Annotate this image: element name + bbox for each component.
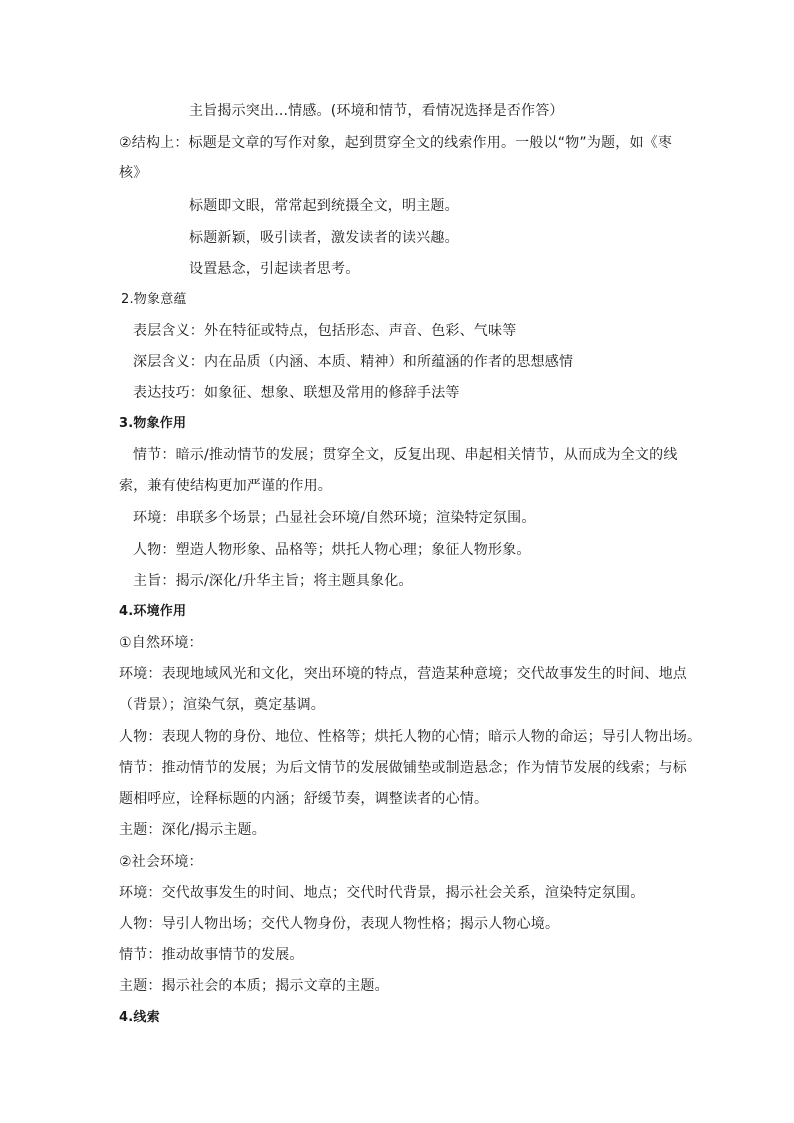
title-effect-2: 标题新颖，吸引读者，激发读者的读兴趣。	[189, 230, 459, 246]
natural-env-plot-line-cont: 题相呼应，诠释标题的内涵；舒缓节奏，调整读者的心情。	[119, 791, 489, 807]
social-env-theme-line: 主题：揭示社会的本质；揭示文章的主题。	[119, 978, 389, 994]
social-env-environment-line: 环境：交代故事发生的时间、地点；交代时代背景，揭示社会关系，渲染特定氛围。	[119, 885, 645, 901]
title-effect-3: 设置悬念，引起读者思考。	[189, 261, 360, 277]
section-heading-object-meaning: 2.物象意蕴	[121, 292, 187, 307]
expression-technique-line: 表达技巧：如象征、想象、联想及常用的修辞手法等	[133, 385, 460, 401]
plot-function-line: 情节：暗示/推动情节的发展；贯穿全文，反复出现、串起相关情节，从而成为全文的线	[133, 447, 678, 463]
section-heading-environment-function: 4.环境作用	[119, 604, 187, 619]
section-heading-clue: 4.线索	[119, 1010, 160, 1025]
structure-point-line-cont: 核》	[119, 165, 148, 181]
structure-point-line: ②结构上：标题是文章的写作对象，起到贯穿全文的线索作用。一般以“物”为题，如《枣	[119, 135, 673, 151]
theme-function-line: 主旨：揭示/深化/升华主旨；将主题具象化。	[133, 573, 413, 589]
environment-function-line: 环境：串联多个场景；凸显社会环境/自然环境；渲染特定氛围。	[133, 510, 536, 526]
natural-env-theme-line: 主题：深化/揭示主题。	[119, 822, 266, 838]
natural-env-character-line: 人物：表现人物的身份、地位、性格等；烘托人物的心情；暗示人物的命运；导引人物出场。	[119, 729, 702, 745]
title-effect-1: 标题即文眼，常常起到统摄全文，明主题。	[189, 198, 459, 214]
surface-meaning-line: 表层含义：外在特征或特点，包括形态、声音、色彩、气味等	[133, 323, 517, 339]
natural-env-environment-line: 环境：表现地域风光和文化，突出环境的特点，营造某种意境；交代故事发生的时间、地点	[119, 666, 687, 682]
character-function-line: 人物：塑造人物形象、品格等；烘托人物心理；象征人物形象。	[133, 542, 531, 558]
social-environment-heading: ②社会环境：	[119, 854, 203, 870]
theme-note-line: 主旨揭示突出...情感。(环境和情节，看情况选择是否作答）	[189, 103, 564, 119]
natural-env-plot-line: 情节：推动情节的发展；为后文情节的发展做铺垫或制造悬念；作为情节发展的线索；与标	[119, 760, 687, 776]
social-env-plot-line: 情节：推动故事情节的发展。	[119, 947, 304, 963]
natural-env-environment-line-cont: （背景）；渲染气氛，奠定基调。	[119, 697, 325, 713]
deep-meaning-line: 深层含义：内在品质（内涵、本质、精神）和所蕴涵的作者的思想感情	[133, 354, 574, 370]
plot-function-line-cont: 索，兼有使结构更加严谨的作用。	[119, 478, 332, 494]
social-env-character-line: 人物：导引人物出场；交代人物身份，表现人物性格；揭示人物心境。	[119, 916, 560, 932]
section-heading-object-function: 3.物象作用	[119, 416, 187, 431]
natural-environment-heading: ①自然环境：	[119, 635, 203, 651]
